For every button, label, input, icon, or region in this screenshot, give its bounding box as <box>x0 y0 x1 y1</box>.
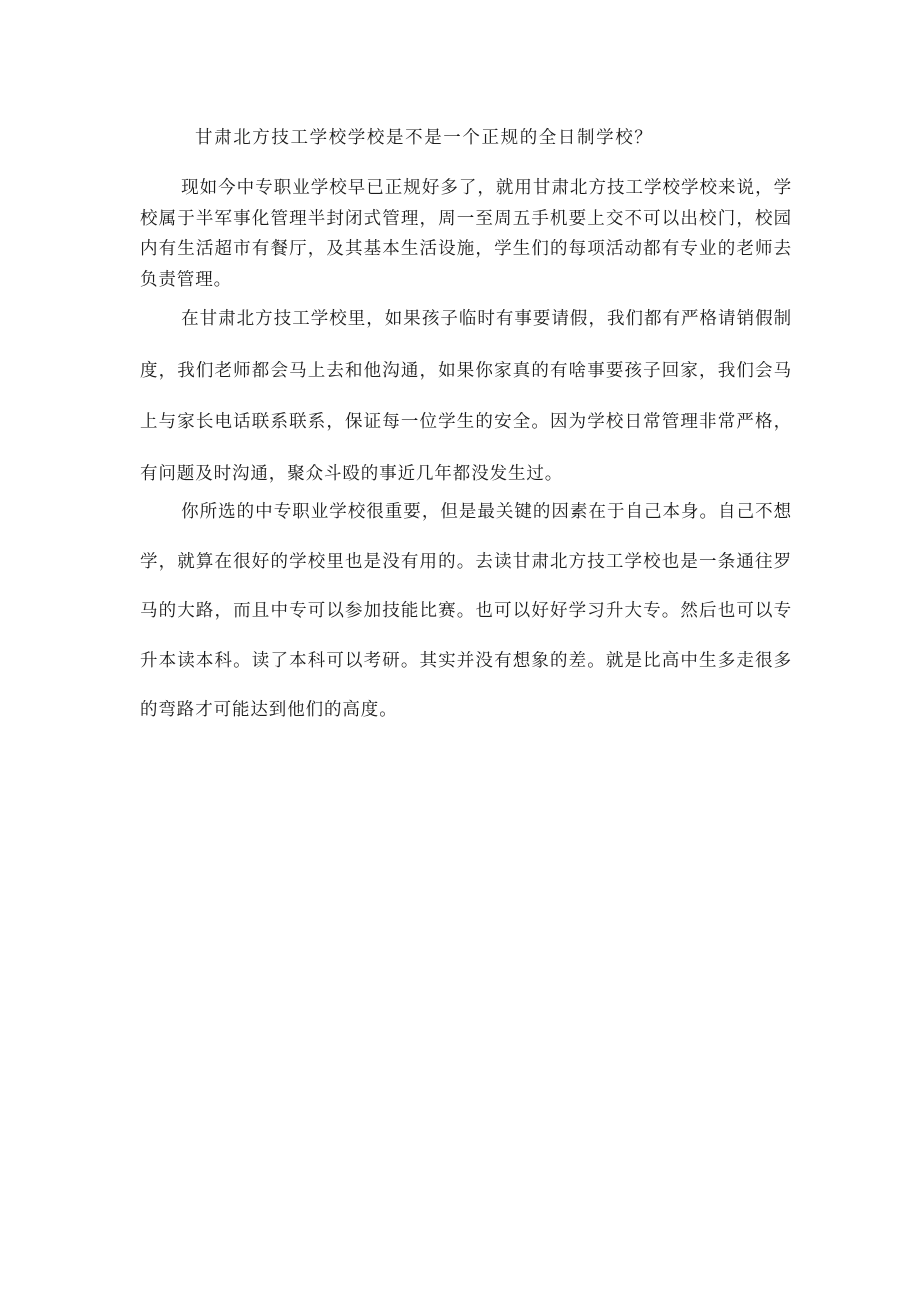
document-title: 甘肃北方技工学校学校是不是一个正规的全日制学校？ <box>195 128 654 148</box>
paragraph-school-management: 现如今中专职业学校早已正规好多了，就用甘肃北方技工学校学校来说，学校属于半军事化管理半封闭式管理，周一至周五手机要上交不可以出校门，校园内有生活超市有餐厅，及其基本生活设施，学生们的每项活动都有专业的老师去负责管理。 <box>140 178 792 290</box>
paragraph-school-choice: 你所选的中专职业学校很重要，但是最关键的因素在于自己本身。自己不想学，就算在很好的学校里也是没有用的。去读甘肃北方技工学校也是一条通往罗马的大路，而且中专可以参加技能比赛。也可以好好学习升大专。然后也可以专升本读本科。读了本科可以考研。其实并没有想象的差。就是比高中生多走很多的弯路才可能达到他们的高度。 <box>140 502 792 720</box>
paragraph-leave-policy: 在甘肃北方技工学校里，如果孩子临时有事要请假，我们都有严格请销假制度，我们老师都会马上去和他沟通，如果你家真的有啥事要孩子回家，我们会马上与家长电话联系联系，保证每一位学生的安全。因为学校日常管理非常严格，有问题及时沟通，聚众斗殴的事近几年都没发生过。 <box>140 309 792 484</box>
